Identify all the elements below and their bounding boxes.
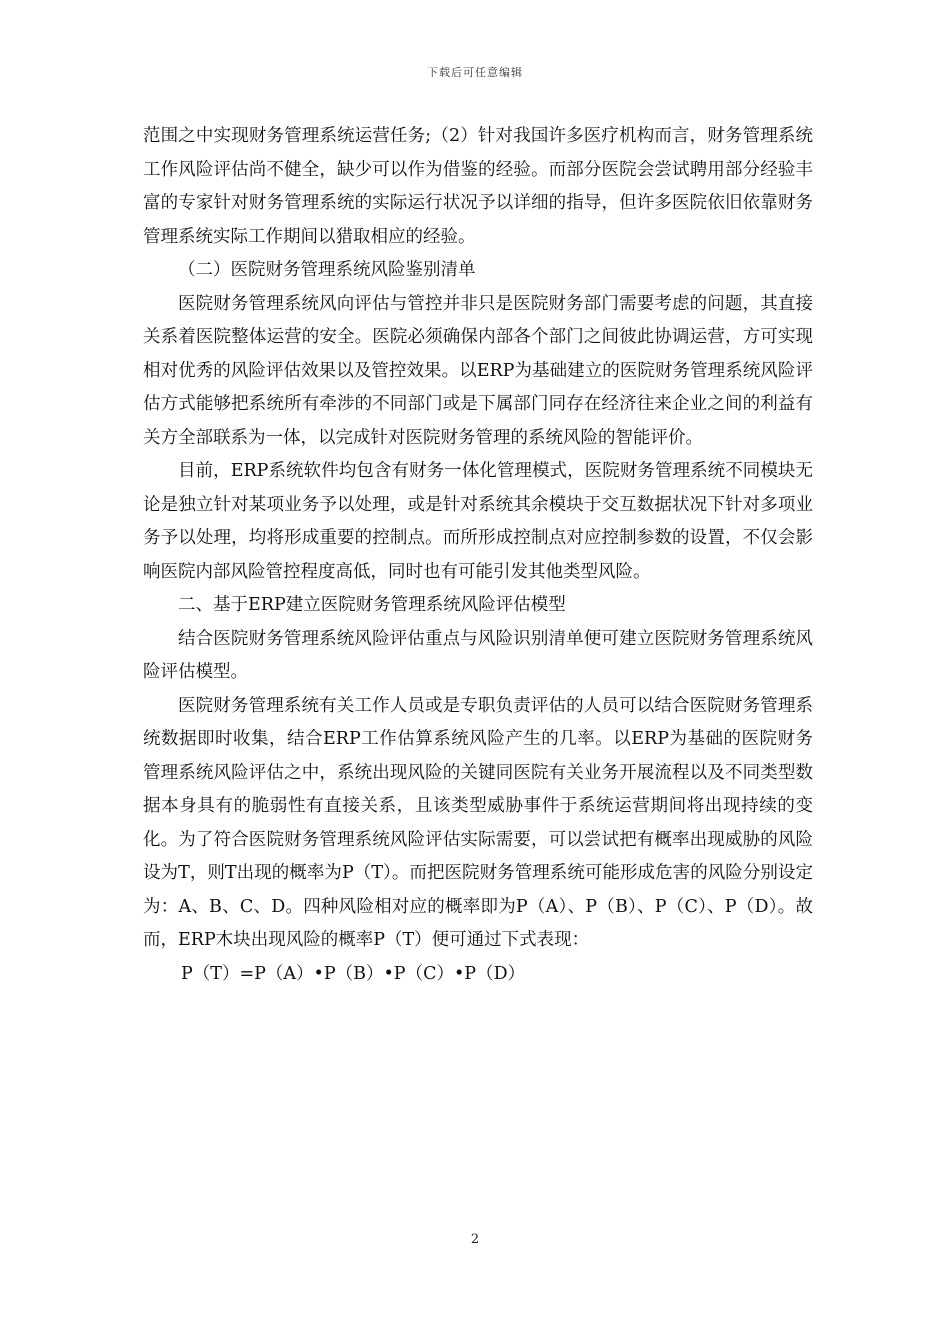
paragraph-3: 目前，ERP系统软件均包含有财务一体化管理模式，医院财务管理系统不同模块无论是独立针对某项业务予以处理，或是针对系统其余模块于交互数据状况下针对多项业务予以处理，均将形成重要的控制点。而所形成控制点对应控制参数的设置，不仅会影响医院内部风险管控程度高低，同时也有可能引发其他类型风险。 [143,461,813,582]
paragraph-5: 医院财务管理系统有关工作人员或是专职负责评估的人员可以结合医院财务管理系统数据即时收集，结合ERP工作估算系统风险产生的几率。以ERP为基础的医院财务管理系统风险评估之中，系统出现风险的关键同医院有关业务开展流程以及不同类型数据本身具有的脆弱性有直接关系，且该类型威胁事件于系统运营期间将出现持续的变化。为了符合医院财务管理系统风险评估实际需要，可以尝试把有概率出现威胁的风险设为T，则T出现的概率为P（T）。而把医院财务管理系统可能形成危害的风险分别设定为：A、B、C、D。四种风险相对应的概率即为P（A）、P（B）、P（C）、P（D）。故而，ERP木块出现风险的概率P（T）便可通过下式表现： [143,695,813,950]
section-heading-2-2: （二）医院财务管理系统风险鉴别清单 [178,260,476,280]
page-number: 2 [470,1232,480,1247]
page-header: 下载后可任意编辑 [427,66,523,79]
paragraph-4: 结合医院财务管理系统风险评估重点与风险识别清单便可建立医院财务管理系统风险评估模型。 [143,628,813,682]
paragraph-1: 范围之中实现财务管理系统运营任务;（2）针对我国许多医疗机构而言，财务管理系统工作风险评估尚不健全，缺少可以作为借鉴的经验。而部分医院会尝试聘用部分经验丰富的专家针对财务管理系统的实际运行状况予以详细的指导，但许多医院依旧依靠财务管理系统实际工作期间以猎取相应的经验。 [143,126,813,247]
document-body [143,120,813,991]
section-heading-2: 二、基于ERP建立医院财务管理系统风险评估模型 [178,595,566,615]
formula: P（T）=P（A）•P（B）•P（C）•P（D） [181,963,526,984]
paragraph-2: 医院财务管理系统风向评估与管控并非只是医院财务部门需要考虑的问题，其直接关系着医院整体运营的安全。医院必须确保内部各个部门之间彼此协调运营，方可实现相对优秀的风险评估效果以及管控效果。以ERP为基础建立的医院财务管理系统风险评估方式能够把系统所有牵涉的不同部门或是下属部门同存在经济往来企业之间的利益有关方全部联系为一体，以完成针对医院财务管理的系统风险的智能评价。 [143,293,813,448]
